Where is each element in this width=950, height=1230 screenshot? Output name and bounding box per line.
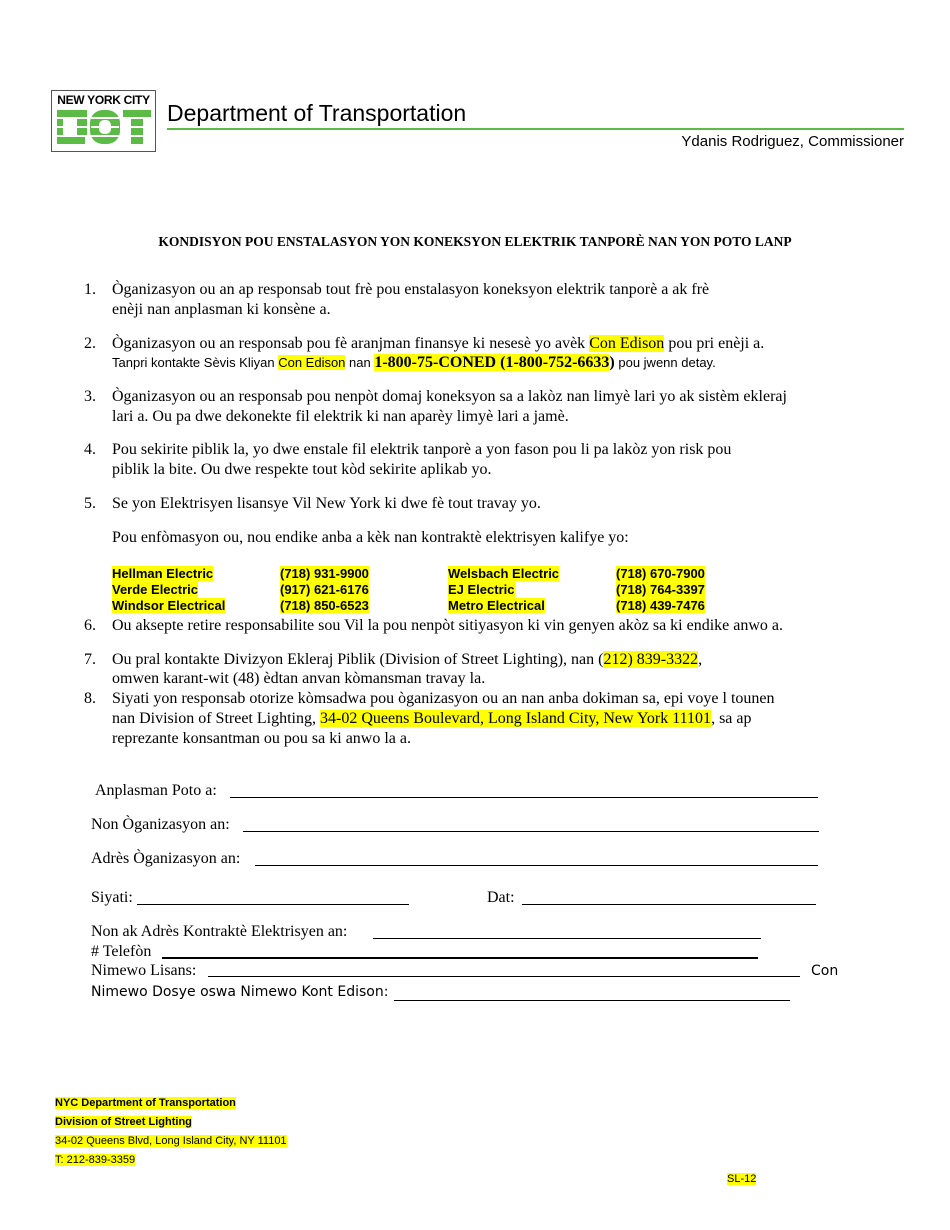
footer-line-2: Division of Street Lighting bbox=[55, 1116, 192, 1128]
contractor-name: Windsor Electrical bbox=[112, 598, 226, 613]
item-number-3: 3. bbox=[84, 388, 96, 405]
con-edison-account-label: Nimewo Dosye oswa Nimewo Kont Edison: bbox=[91, 984, 389, 1000]
item-8-line-3: reprezante konsantman ou pou sa ki anwo la a. bbox=[112, 730, 412, 747]
item-number-4: 4. bbox=[84, 441, 96, 458]
date-label: Dat: bbox=[487, 889, 515, 906]
item-5-line: Se yon Elektrisyen lisansye Vil New York ki dwe fè tout travay yo. bbox=[112, 495, 541, 512]
item-number-6: 6. bbox=[84, 617, 96, 634]
contractor-phone: (917) 621-6176 bbox=[280, 582, 369, 597]
item-2-text-c: Tanpri kontakte Sèvis Kliyan bbox=[112, 355, 279, 370]
contractor-label: Non ak Adrès Kontraktè Elektrisyen an: bbox=[91, 923, 348, 940]
signature-field[interactable] bbox=[137, 904, 409, 905]
item-4-line-2: piblik la bite. Ou dwe respekte tout kòd sekirite aplikab yo. bbox=[112, 461, 492, 478]
item-5-info: Pou enfòmasyon ou, nou endike anba a kèk nan kontraktè elektrisyen kalifye yo: bbox=[112, 529, 629, 546]
office-address: 34-02 Queens Boulevard, Long Island City, New York 11101 bbox=[319, 710, 712, 727]
contractor-name: Welsbach Electric bbox=[448, 566, 560, 581]
commissioner-name: Ydanis Rodriguez, Commissioner bbox=[681, 133, 904, 150]
pole-location-label: Anplasman Poto a: bbox=[95, 782, 217, 799]
phone-field[interactable] bbox=[162, 957, 758, 959]
item-2-line-2 bbox=[112, 353, 716, 373]
con-edison-highlight-2: Con Edison bbox=[278, 355, 346, 370]
item-4-line-1: Pou sekirite piblik la, yo dwe enstale fil elektrik tanporè a yon fason pou li pa lakòz yon risk pou bbox=[112, 441, 732, 458]
item-7-text-a: Ou pral kontakte Divizyon Ekleraj Piblik (Division of Street Lighting), nan ( bbox=[112, 651, 604, 668]
logo-text: NEW YORK CITY bbox=[57, 93, 150, 107]
con-label: Con bbox=[811, 963, 839, 979]
item-3-line-1: Òganizasyon ou an responsab pou nenpòt domaj koneksyon sa a lakòz nan limyè lari yo ak sistèm ekleraj bbox=[112, 388, 787, 405]
coned-phone-paren: ) bbox=[609, 354, 615, 371]
footer-line-1: NYC Department of Transportation bbox=[55, 1097, 236, 1109]
contractor-phone: (718) 439-7476 bbox=[616, 598, 705, 613]
org-name-label: Non Òganizasyon an: bbox=[91, 816, 230, 833]
signature-label: Siyati: bbox=[91, 889, 133, 906]
item-7-line-1 bbox=[112, 650, 702, 670]
footer-line-4: T: 212-839-3359 bbox=[55, 1154, 136, 1166]
item-8-line-1: Siyati yon responsab otorize kòmsadwa pou òganizasyon ou an nan anba dokiman sa, epi voye l tounen bbox=[112, 690, 775, 707]
item-2-text-d: nan bbox=[345, 355, 375, 370]
contractor-name: Verde Electric bbox=[112, 582, 198, 597]
license-field[interactable] bbox=[208, 976, 800, 977]
item-8-line-2 bbox=[112, 709, 752, 729]
item-2-text-a: Òganizasyon ou an responsab pou fè aranjman finansye ki nesesè yo avèk bbox=[112, 335, 590, 352]
license-label: Nimewo Lisans: bbox=[91, 962, 197, 979]
item-number-1: 1. bbox=[84, 281, 96, 298]
org-name-field[interactable] bbox=[243, 831, 819, 832]
contractor-field[interactable] bbox=[373, 938, 761, 939]
contractor-name: Hellman Electric bbox=[112, 566, 214, 581]
item-number-7: 7. bbox=[84, 651, 96, 668]
document-title: KONDISYON POU ENSTALASYON YON KONEKSYON ELEKTRIK TANPORÈ NAN YON POTO LANP bbox=[158, 234, 792, 249]
contractor-name: Metro Electrical bbox=[448, 598, 545, 613]
item-7-text-b: , bbox=[698, 651, 703, 668]
contractor-phone: (718) 670-7900 bbox=[616, 566, 705, 581]
item-number-2: 2. bbox=[84, 335, 96, 352]
department-name: Department of Transportation bbox=[167, 100, 467, 126]
nyc-dot-logo bbox=[51, 90, 156, 152]
street-lighting-phone: 212) 839-3322 bbox=[603, 651, 699, 668]
org-address-label: Adrès Òganizasyon an: bbox=[91, 850, 241, 867]
item-6-line: Ou aksepte retire responsabilite sou Vil la pou nenpòt sitiyasyon ki vin genyen akòz sa ki endike anwo a. bbox=[112, 617, 784, 634]
phone-label: # Telefòn bbox=[91, 943, 152, 960]
pole-location-field[interactable] bbox=[230, 797, 818, 798]
contractor-phone: (718) 850-6523 bbox=[280, 598, 369, 613]
con-edison-account-field[interactable] bbox=[394, 1000, 790, 1001]
item-2-text-b: pou pri enèji a. bbox=[664, 335, 765, 352]
item-1-line-1: Òganizasyon ou an ap responsab tout frè pou enstalasyon koneksyon elektrik tanporè a ak frè bbox=[112, 281, 710, 298]
item-number-5: 5. bbox=[84, 495, 96, 512]
con-edison-highlight: Con Edison bbox=[589, 335, 665, 352]
item-7-line-2: omwen karant-wit (48) èdtan anvan kòmansman travay la. bbox=[112, 670, 486, 687]
item-8-text-b: , sa ap bbox=[711, 710, 752, 727]
footer-line-3: 34-02 Queens Blvd, Long Island City, NY 11101 bbox=[55, 1135, 287, 1147]
date-field[interactable] bbox=[522, 904, 816, 905]
item-1-line-2: enèji nan anplasman ki konsène a. bbox=[112, 301, 331, 318]
form-code: SL-12 bbox=[727, 1173, 757, 1185]
org-address-field[interactable] bbox=[255, 865, 818, 866]
item-number-8: 8. bbox=[84, 690, 96, 707]
item-8-text-a: nan Division of Street Lighting, bbox=[112, 710, 320, 727]
contractor-phone: (718) 764-3397 bbox=[616, 582, 705, 597]
item-2-line-1 bbox=[112, 334, 764, 354]
item-3-line-2: lari a. Ou pa dwe dekonekte fil elektrik ki nan aparèy limyè lari a jamè. bbox=[112, 408, 569, 425]
contractor-name: EJ Electric bbox=[448, 582, 515, 597]
dot-logo-mark bbox=[55, 109, 153, 147]
contractor-phone: (718) 931-9900 bbox=[280, 566, 369, 581]
item-2-text-e: pou jwenn detay. bbox=[614, 355, 716, 370]
header-rule bbox=[167, 128, 904, 130]
coned-phone: 1-800-75-CONED (1-800-752-6633 bbox=[374, 354, 610, 371]
